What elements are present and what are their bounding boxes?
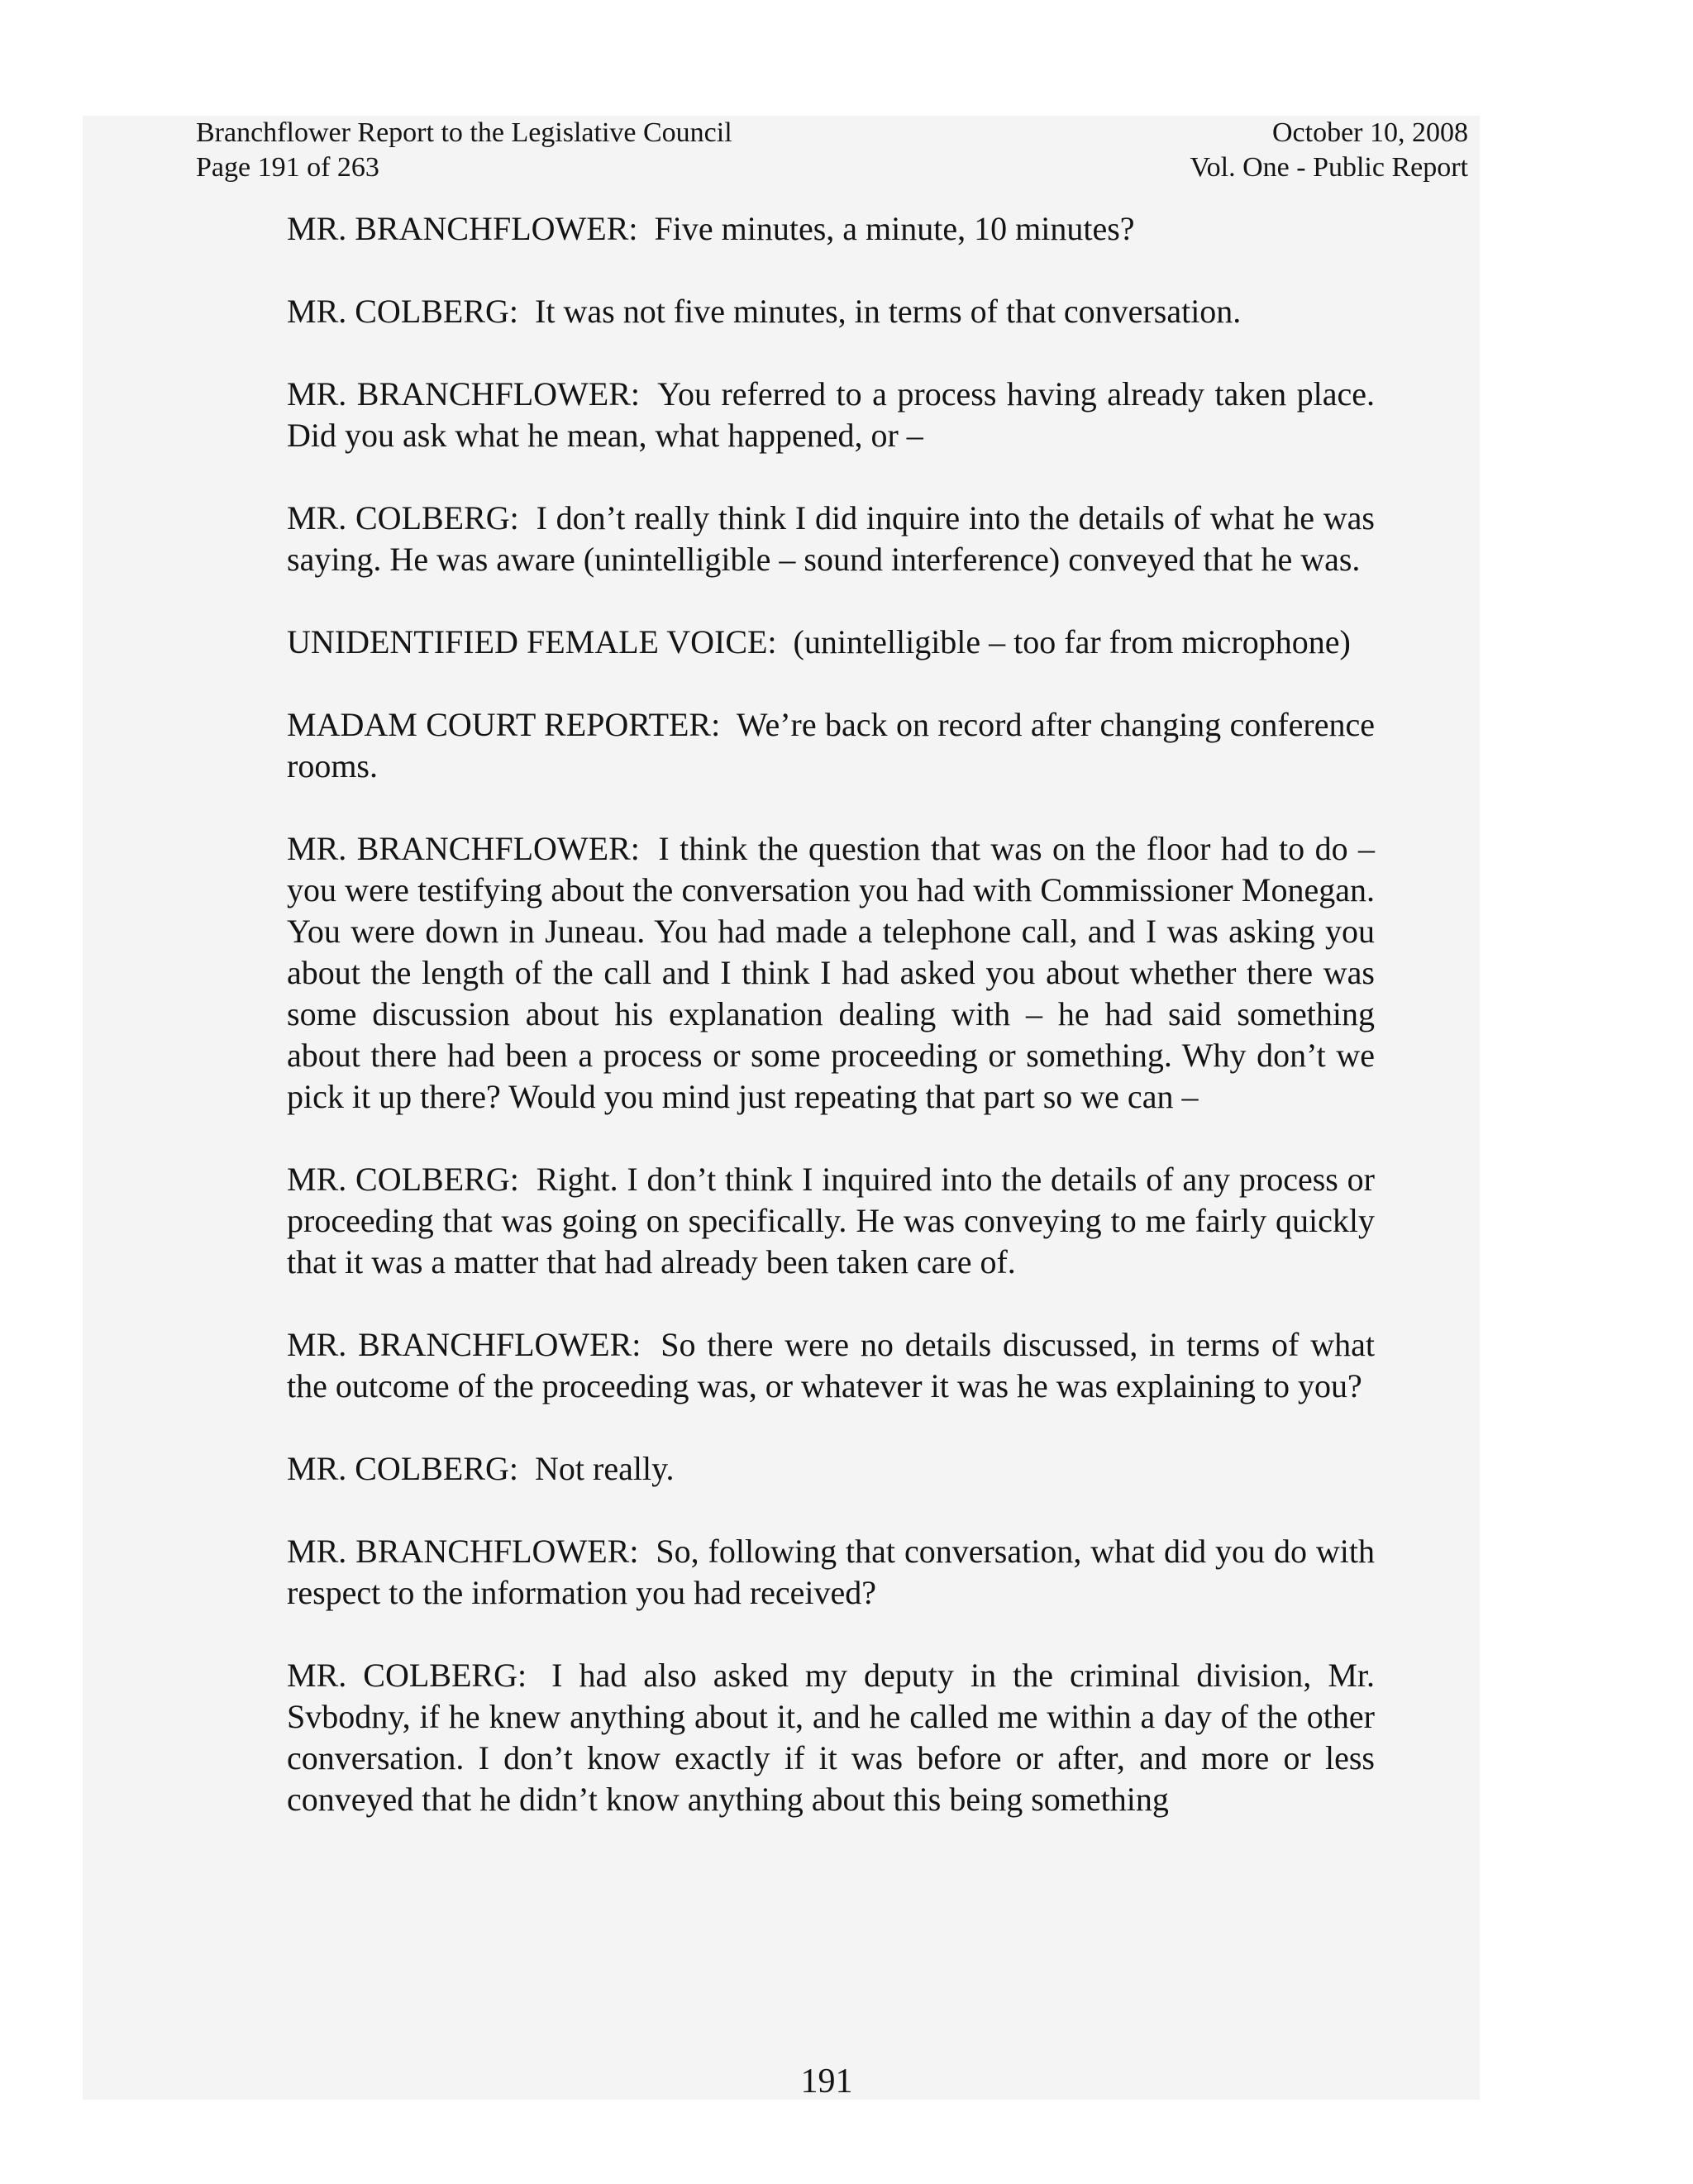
transcript-paragraph: [287, 1324, 1375, 1407]
speaker-label: MR. COLBERG:: [287, 1161, 519, 1198]
statement-text: We’re back on record after changing conference rooms.: [287, 706, 1375, 784]
report-date: October 10, 2008: [1271, 117, 1468, 148]
statement-text: So there were no details discussed, in terms of what the outcome of the proceeding was, or whatever it was he was explaining to you?: [287, 1326, 1375, 1404]
transcript-paragraph: [287, 374, 1375, 456]
transcript-paragraph: [287, 1531, 1375, 1614]
statement-text: Not really.: [535, 1450, 675, 1487]
report-volume: Vol. One - Public Report: [1190, 152, 1468, 183]
statement-text: Five minutes, a minute, 10 minutes?: [654, 210, 1135, 247]
speaker-label: MR. COLBERG:: [287, 1450, 519, 1487]
statement-text: (unintelligible – too far from microphone): [793, 623, 1351, 660]
speaker-label: MR. BRANCHFLOWER:: [287, 375, 641, 412]
transcript-paragraph: [287, 498, 1375, 580]
speaker-label: MR. BRANCHFLOWER:: [287, 1326, 641, 1363]
transcript-paragraph: [287, 828, 1375, 1118]
statement-text: I don’t really think I did inquire into the details of what he was saying. He was aware (unintelligible – sound interference) conveyed that he was.: [287, 499, 1375, 578]
transcript-paragraph: [287, 1448, 1375, 1490]
speaker-label: MR. COLBERG:: [287, 499, 519, 536]
transcript-paragraph: [287, 208, 1375, 250]
transcript-body: [287, 208, 1375, 1820]
page-number: 191: [800, 2062, 853, 2101]
transcript-paragraph: [287, 291, 1375, 332]
statement-text: So, following that conversation, what did you do with respect to the information you had received?: [287, 1533, 1375, 1611]
page-counter: Page 191 of 263: [196, 152, 379, 183]
speaker-label: MR. BRANCHFLOWER:: [287, 210, 638, 247]
speaker-label: MADAM COURT REPORTER:: [287, 706, 721, 743]
transcript-paragraph: [287, 1159, 1375, 1283]
speaker-label: UNIDENTIFIED FEMALE VOICE:: [287, 623, 777, 660]
header-left: [196, 116, 732, 185]
statement-text: You referred to a process having already taken place. Did you ask what he mean, what happened, or –: [287, 375, 1376, 454]
statement-text: Right. I don’t think I inquired into the details of any process or proceeding that was going on specifically. He was conveying to me fairly quickly that it was a matter that had already been taken care of.: [287, 1161, 1376, 1280]
header-right: [1075, 116, 1468, 185]
speaker-label: MR. BRANCHFLOWER:: [287, 830, 640, 867]
speaker-label: MR. COLBERG:: [287, 1657, 527, 1694]
statement-text: I had also asked my deputy in the criminal division, Mr. Svbodny, if he knew anything about it, and he called me within a day of the other conversation. I don’t know exactly if it was before or after, and more or less conveyed that he didn’t know anything about this being something: [287, 1657, 1375, 1818]
statement-text: It was not five minutes, in terms of that conversation.: [535, 293, 1242, 330]
report-title: Branchflower Report to the Legislative Council: [196, 117, 732, 148]
transcript-paragraph: [287, 1655, 1375, 1820]
speaker-label: MR. COLBERG:: [287, 293, 519, 330]
speaker-label: MR. BRANCHFLOWER:: [287, 1533, 639, 1570]
transcript-paragraph: [287, 622, 1375, 663]
transcript-paragraph: [287, 704, 1375, 787]
statement-text: I think the question that was on the floor had to do – you were testifying about the conversation you had with Commissioner Monegan. You were down in Juneau. You had made a telephone call, and I was asking you about the length of the call and I think I had asked you about whether there was some discussion about his explanation dealing with – he had said something about there had been a process or some proceeding or something. Why don’t we pick it up there? Would you mind just repeating that part so we can –: [287, 830, 1376, 1115]
